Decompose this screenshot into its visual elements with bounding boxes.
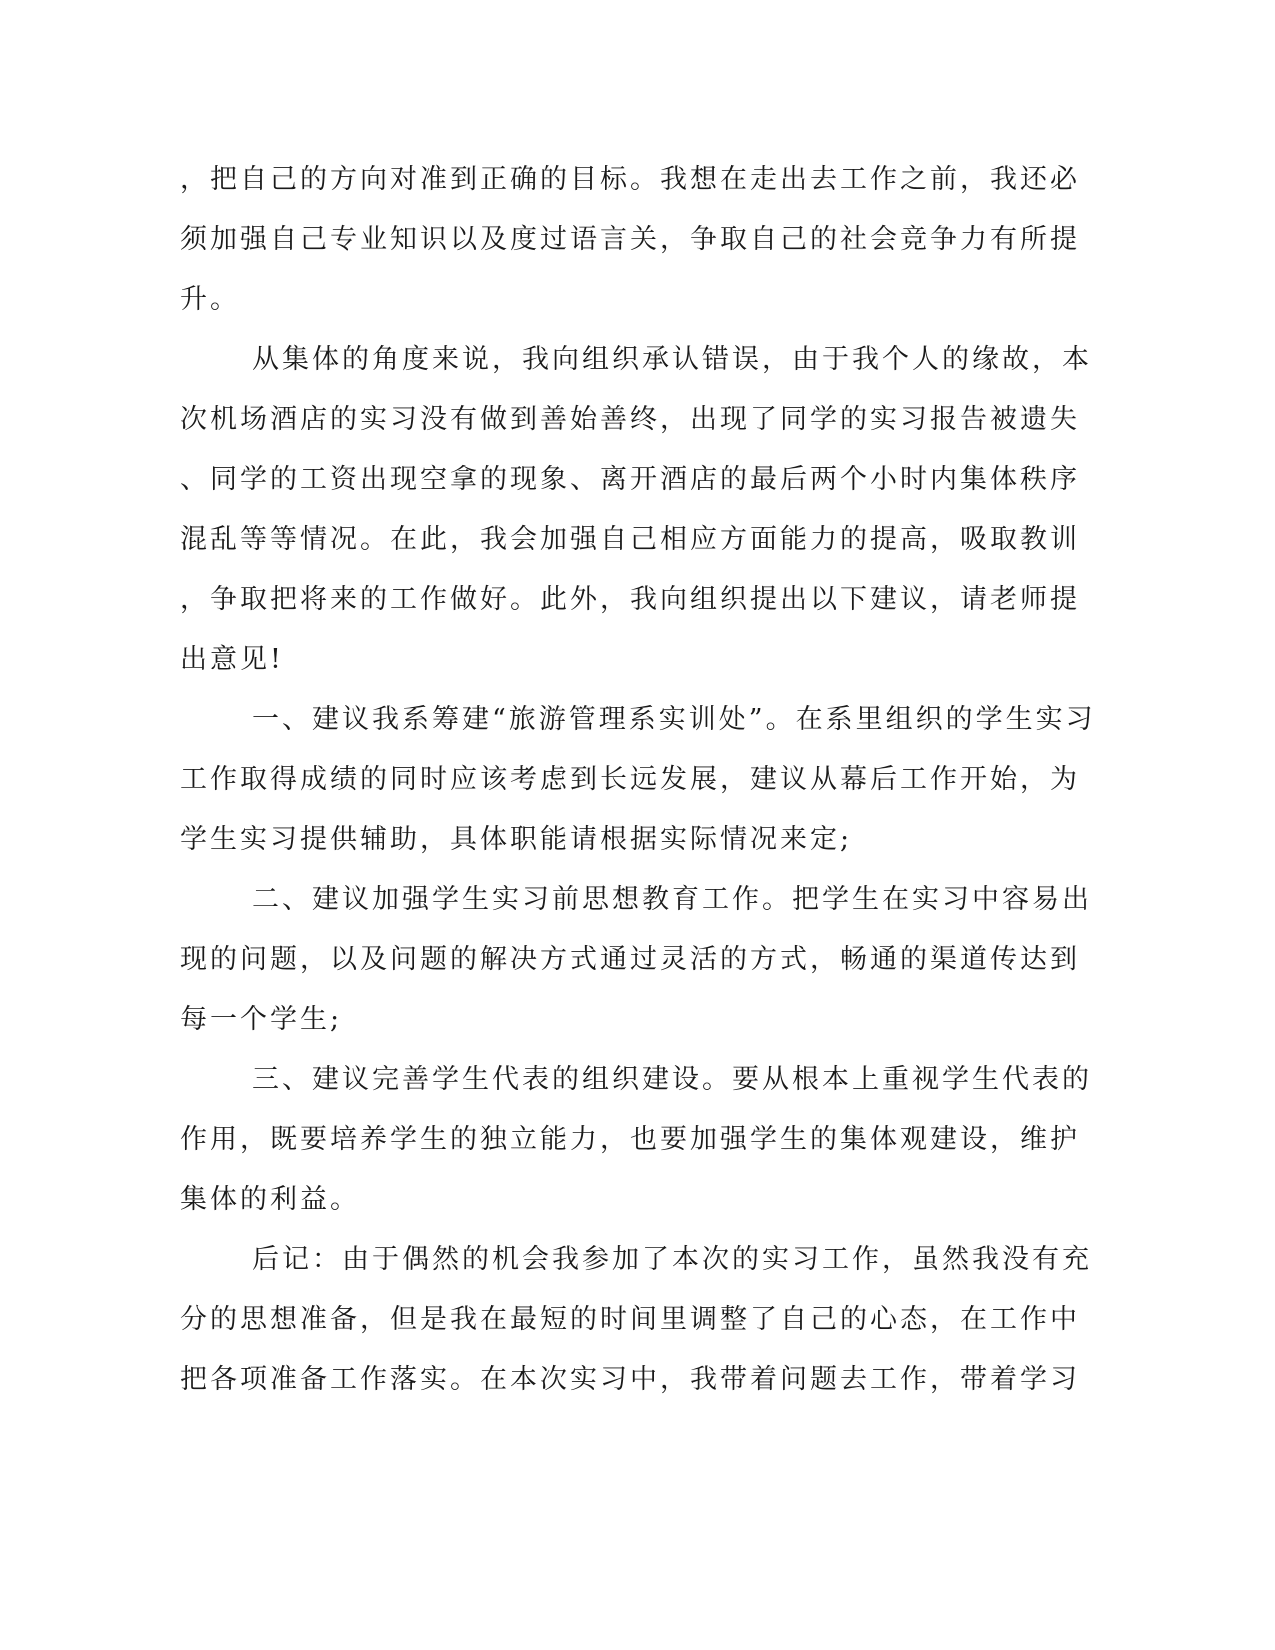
paragraph-start-line: 后记：由于偶然的机会我参加了本次的实习工作，虽然我没有充 bbox=[252, 1244, 1092, 1275]
text-line: 出意见! bbox=[180, 644, 284, 675]
paragraph-start-line: 从集体的角度来说，我向组织承认错误，由于我个人的缘故，本 bbox=[252, 344, 1092, 375]
paragraph-start-line: 三、建议完善学生代表的组织建设。要从根本上重视学生代表的 bbox=[252, 1064, 1092, 1095]
text-line: 作用，既要培养学生的独立能力，也要加强学生的集体观建设，维护 bbox=[180, 1124, 1080, 1155]
text-line: 分的思想准备，但是我在最短的时间里调整了自己的心态，在工作中 bbox=[180, 1304, 1080, 1335]
text-line: 集体的利益。 bbox=[180, 1184, 360, 1215]
text-line: 次机场酒店的实习没有做到善始善终，出现了同学的实习报告被遗失 bbox=[180, 404, 1080, 435]
text-line: 每一个学生; bbox=[180, 1004, 343, 1035]
text-line: 现的问题，以及问题的解决方式通过灵活的方式，畅通的渠道传达到 bbox=[180, 944, 1080, 975]
text-line: 把各项准备工作落实。在本次实习中，我带着问题去工作，带着学习 bbox=[180, 1364, 1080, 1395]
paragraph-start-line: 二、建议加强学生实习前思想教育工作。把学生在实习中容易出 bbox=[252, 884, 1092, 915]
text-line: 学生实习提供辅助，具体职能请根据实际情况来定; bbox=[180, 824, 853, 855]
text-line: 升。 bbox=[180, 284, 240, 315]
text-line: 、同学的工资出现空拿的现象、离开酒店的最后两个小时内集体秩序 bbox=[180, 464, 1080, 495]
text-line: 混乱等等情况。在此，我会加强自己相应方面能力的提高，吸取教训 bbox=[180, 524, 1080, 555]
document-body bbox=[180, 150, 1096, 1410]
paragraph-start-line: 一、建议我系筹建“旅游管理系实训处”。在系里组织的学生实习 bbox=[252, 704, 1096, 735]
text-line: ，争取把将来的工作做好。此外，我向组织提出以下建议，请老师提 bbox=[180, 584, 1080, 615]
text-line: 须加强自己专业知识以及度过语言关，争取自己的社会竞争力有所提 bbox=[180, 224, 1080, 255]
text-line: ，把自己的方向对准到正确的目标。我想在走出去工作之前，我还必 bbox=[180, 164, 1080, 195]
text-line: 工作取得成绩的同时应该考虑到长远发展，建议从幕后工作开始，为 bbox=[180, 764, 1080, 795]
